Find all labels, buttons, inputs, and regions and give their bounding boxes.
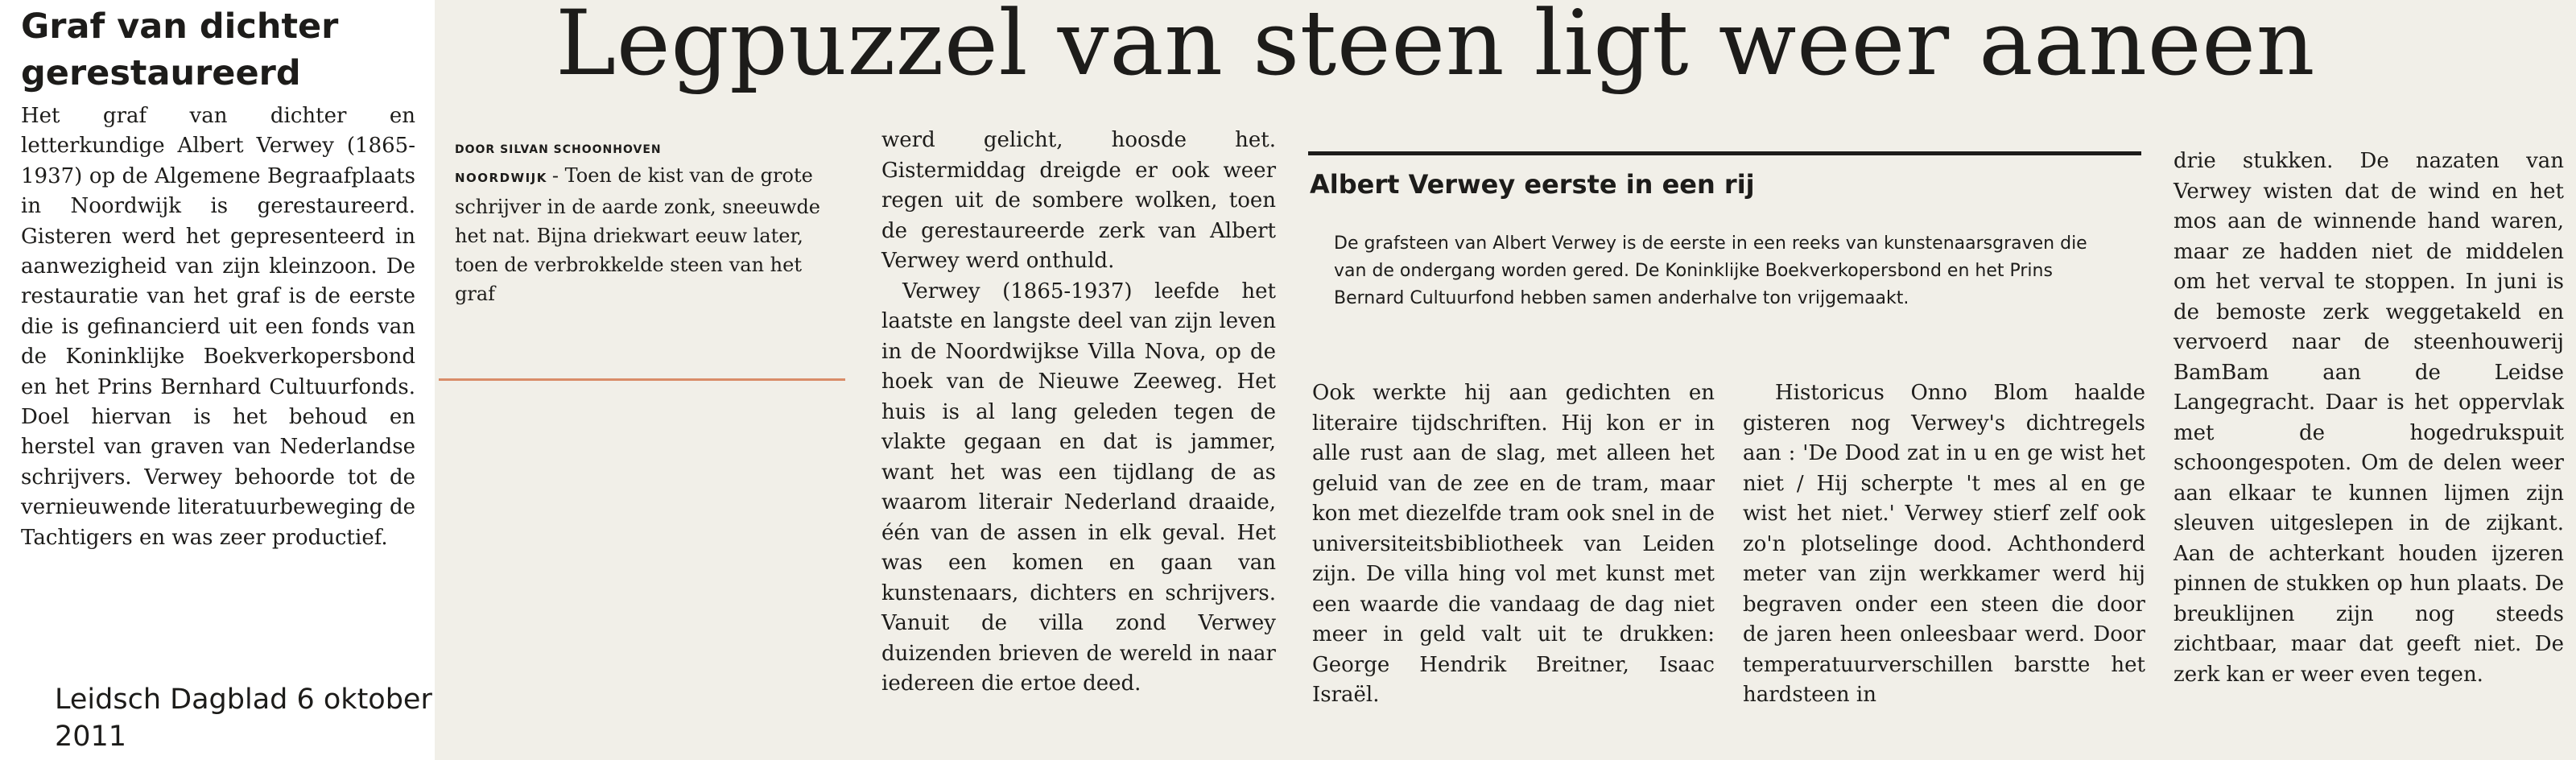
column-2-paragraph-2: Verwey (1865-1937) leefde het laatste en langste deel van zijn leven in de Noordwijkse Villa Nova, op de hoek van de Nieuwe Zeeweg. Het huis is al lang geleden tegen de vlakte gegaan en dat is jammer, want het was een tijdlang de as waarom literair Nederland draaide, één van de assen in elk geval. Het was een komen en gaan van kunstenaars, dichters en schrijvers. Vanuit de villa zond Verwey duizenden brieven de wereld in naar iedereen die ertoe deed. bbox=[881, 279, 1276, 696]
sidebar-panel bbox=[0, 0, 435, 760]
article-column-1 bbox=[455, 143, 841, 308]
column-divider-rule bbox=[439, 378, 845, 381]
inset-title: Albert Verwey eerste in een rij bbox=[1310, 169, 1755, 200]
article-column-3 bbox=[1312, 378, 1715, 711]
article-column-2 bbox=[881, 126, 1276, 700]
column-1-text: - Toen de kist van de grote schrijver in de aarde zonk, sneeuwde het nat. Bijna driekwart eeuw later, toen de verbrokkelde steen van het graf bbox=[455, 164, 821, 305]
column-3-text: Ook werkte hij aan gedichten en literaire tijdschriften. Hij kon er in alle rust aan de slag, met alleen het geluid van de zee en de tram, maar kon met diezelfde tram ook snel in de universiteitsbibliotheek van Leiden zijn. De villa hing vol met kunst met een waarde die vandaag de dag niet meer in geld valt uit te drukken: George Hendrik Breitner, Isaac Israël. bbox=[1312, 381, 1715, 707]
sidebar-body: Het graf van dichter en letterkundige Albert Verwey (1865-1937) op de Algemene Begraafplaats in Noordwijk is gerestaureerd. Gisteren werd het gepresenteerd in aanwezigheid van zijn kleinzoon. De restauratie van het graf is de eerste die is gefinancierd uit een fonds van de Koninklijke Boekverkopersbond en het Prins Bernhard Cultuurfonds. Doel hiervan is het behoud en herstel van graven van Nederlandse schrijvers. Verwey behoorde tot de vernieuwende literatuurbeweging de Tachtigers en was zeer productief. bbox=[21, 104, 415, 550]
article-column-4 bbox=[1743, 378, 2145, 711]
article-column-5 bbox=[2174, 147, 2564, 690]
inset-box bbox=[1308, 151, 2141, 365]
column-4-text: Historicus Onno Blom haalde gisteren nog Verwey's dichtregels aan : 'De Dood zat in u en ge wist het niet / Hij scherpte 't mes al en ge wist het niet.' Verwey stierf zelf ook zo'n plotselinge dood. Achthonderd meter van zijn werkkamer werd hij begraven onder een steen die door de jaren heen onleesbaar werd. Door temperatuurverschillen barstte het hardsteen in bbox=[1743, 381, 2145, 707]
inset-top-rule bbox=[1308, 151, 2141, 155]
source-caption: Leidsch Dagblad 6 oktober 2011 bbox=[55, 684, 432, 753]
column-5-text: drie stukken. De nazaten van Verwey wisten dat de wind en het mos aan de winnende hand waren, maar ze hadden niet de middelen om het verval te stoppen. In juni is de bemoste zerk weggetakeld en vervoerd naar de steenhouwerij BamBam aan de Leidse Langegracht. Daar is het oppervlak met de hogedrukspuit schoongespoten. Om de delen weer aan elkaar te kunnen lijmen zijn sleuven uitgeslepen in de zijkant. Aan de achterkant houden ijzeren pinnen de stukken op hun plaats. De breuklijnen zijn nog steeds zichtbaar, maar dat geeft niet. De zerk kan er weer even tegen. bbox=[2174, 149, 2564, 687]
article-headline: Legpuzzel van steen ligt weer aaneen bbox=[555, 0, 2316, 96]
column-2-paragraph-1: werd gelicht, hoosde het. Gistermiddag dreigde er ook weer regen uit de sombere wolken, toen de gerestaureerde zerk van Albert Verwey werd onthuld. bbox=[881, 128, 1276, 273]
dateline: NOORDWIJK bbox=[455, 171, 547, 185]
inset-body: De grafsteen van Albert Verwey is de eerste in een reeks van kunstenaarsgraven die van de ondergang worden gered. De Koninklijke Boekverkopersbond en het Prins Bernard Cultuurfond hebben samen anderhalve ton vrijgemaakt. bbox=[1334, 233, 2087, 308]
byline: DOOR SILVAN SCHOONHOVEN bbox=[455, 143, 662, 156]
sidebar-headline: Graf van dichter gerestaureerd bbox=[21, 6, 339, 93]
